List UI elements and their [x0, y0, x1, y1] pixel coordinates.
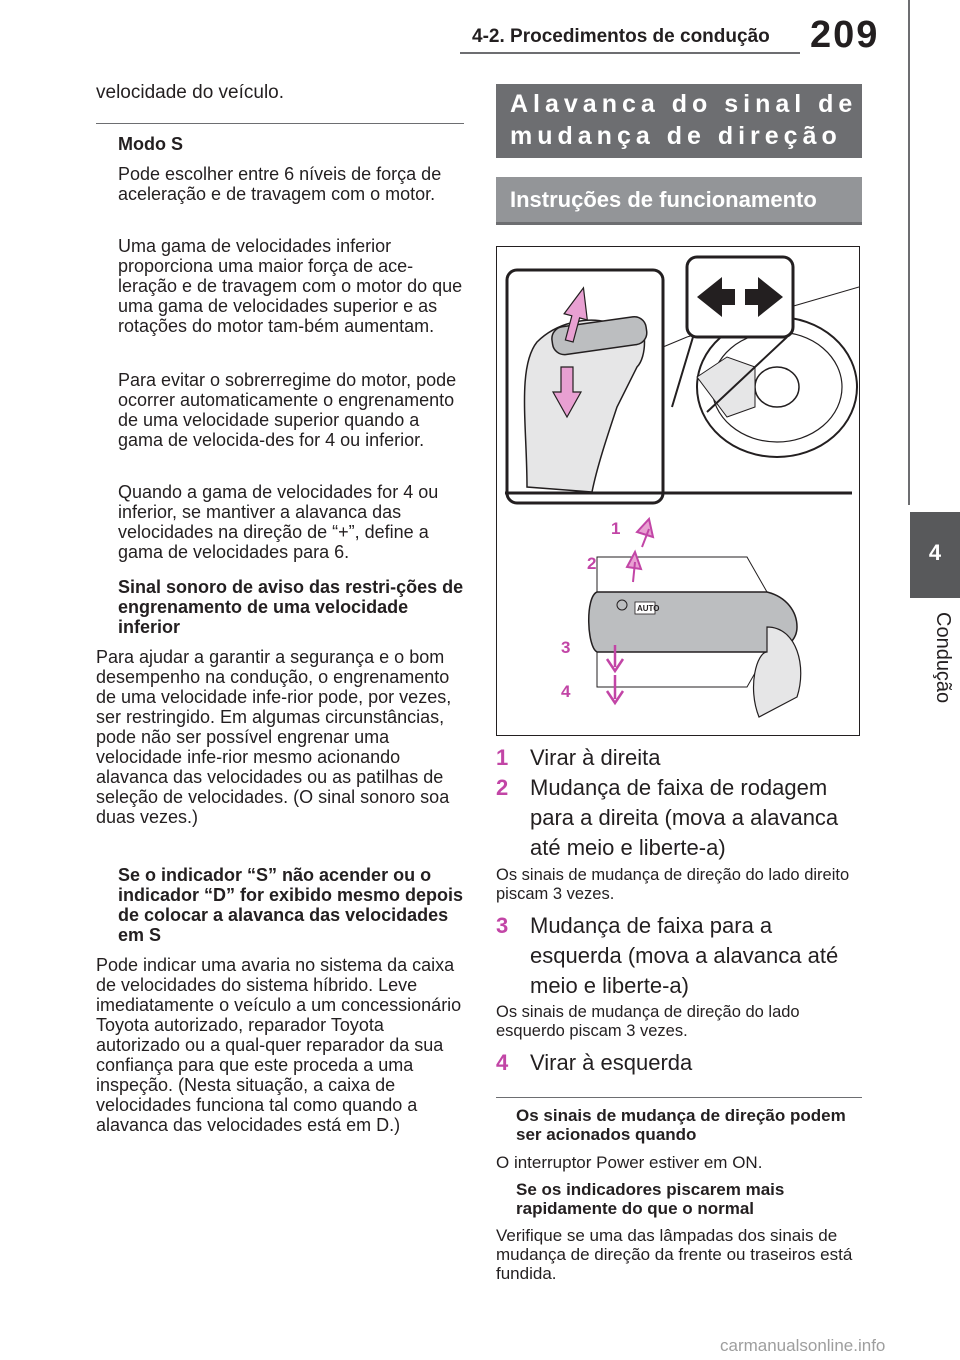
step-2-text: Mudança de faixa de rodagem para a direita (mova a alavanca até meio e liberte-a) — [530, 775, 839, 860]
step-2 — [496, 773, 856, 863]
auto-label: AUTO — [637, 604, 660, 613]
intro-text: velocidade do veículo. — [96, 82, 285, 103]
figure-label-2: 2 — [587, 554, 597, 573]
note-step-3: Os sinais de mudança de direção do lado esquerdo piscam 3 vezes. — [496, 1003, 800, 1040]
turn-signal-figure — [496, 246, 860, 736]
section-heading — [496, 84, 862, 158]
chapter-number: 4 — [928, 540, 942, 565]
chapter-label: Condução — [932, 612, 954, 704]
subheading — [496, 177, 862, 225]
piscarem-body: Verifique se uma das lâmpadas dos sinais de mudança de direção da frente ou traseiros está fundida. — [496, 1226, 853, 1283]
step-4-arrow-icon — [607, 675, 623, 703]
step-1-number: 1 — [496, 745, 509, 770]
steering-hub — [755, 367, 799, 407]
piscarem-title: Se os indicadores piscarem mais rapidamente do que o normal — [516, 1180, 785, 1218]
step-4 — [496, 1048, 860, 1078]
instrument-cluster — [697, 357, 755, 417]
modo-s-p1: Pode escolher entre 6 níveis de força de aceleração e de travagem com o motor. — [118, 164, 442, 204]
watermark: carmanualsonline.info — [720, 1336, 886, 1355]
modo-s-p3: Para evitar o sobrerregime do motor, pode ocorrer automaticamente o engrenamento de uma velocidade superior quando a gama de velocida-des for 4 ou inferior. — [118, 370, 457, 450]
step-1 — [496, 743, 860, 773]
step-1-arrow-icon — [637, 519, 653, 547]
page-number: 209 — [810, 14, 880, 56]
lever-closeup — [589, 592, 797, 652]
sinal-body: Para ajudar a garantir a segurança e o bom desempenho na condução, o engrenamento de uma velocidade infe-rior pode, por vezes, ser restringido. Em algumas circunstâncias, pode não ser possível engrenar uma velocidade infe-rior mesmo acionando alavanca das velocidades ou as patilhas de seleção de velocidades. (O sinal sonoro soa duas vezes.) — [96, 647, 452, 827]
modo-s-p2: Uma gama de velocidades inferior proporciona uma maior força de ace-leração e de travagem com o motor do que uma gama de velocidades superior e as rotações do motor tam-bém aumentam. — [118, 236, 463, 336]
subheading-text: Instruções de funcionamento — [510, 187, 817, 212]
acionados-title: Os sinais de mudança de direção podem ser acionados quando — [516, 1106, 846, 1144]
section-title: 4-2. Procedimentos de condução — [472, 26, 770, 47]
right-rule — [496, 1097, 862, 1098]
section-heading-line2: mudança de direção — [510, 122, 842, 150]
section-heading-line1: Alavanca do sinal de — [510, 90, 858, 118]
step-3-text: Mudança de faixa para a esquerda (mova a alavanca até meio e liberte-a) — [530, 913, 839, 998]
lever-ghost-down — [597, 652, 767, 687]
turn-signal-illustration — [497, 247, 859, 735]
step-2-number: 2 — [496, 775, 509, 800]
modo-s-title: Modo S — [118, 134, 183, 154]
sinal-title: Sinal sonoro de aviso das restri-ções de engrenamento de uma velocidade inferior — [118, 577, 464, 637]
figure-label-3: 3 — [561, 638, 571, 657]
note-step-2: Os sinais de mudança de direção do lado direito piscam 3 vezes. — [496, 866, 850, 903]
step-4-text: Virar à esquerda — [530, 1050, 693, 1075]
indicador-title: Se o indicador “S” não acender ou o indicador “D” for exibido mesmo depois de colocar a alavanca das velocidades em S — [118, 865, 464, 945]
acionados-body: O interruptor Power estiver em ON. — [496, 1153, 763, 1172]
figure-label-4: 4 — [561, 682, 571, 701]
header-rule — [460, 52, 800, 54]
step-1-text: Virar à direita — [530, 745, 661, 770]
left-rule — [96, 123, 464, 124]
modo-s-p4: Quando a gama de velocidades for 4 ou inferior, se mantiver a alavanca das velocidades na direção de “+”, define a gama de velocidades para 6. — [118, 482, 439, 562]
step-3-number: 3 — [496, 913, 509, 938]
figure-label-1: 1 — [611, 519, 621, 538]
lever-ghost-up — [597, 557, 767, 592]
side-rule — [908, 0, 910, 505]
indicador-body: Pode indicar uma avaria no sistema da caixa de velocidades do sistema híbrido. Leve imediatamente o veículo a um concessionário Toyota autorizado, reparador Toyota autorizado ou a qual-quer reparador da sua confiança para que este proceda a uma inspeção. (Nesta situação, a caixa de velocidades funciona tal como quando a alavanca das velocidades está em D.) — [96, 955, 462, 1135]
step-3 — [496, 911, 856, 1001]
page-header — [0, 0, 960, 70]
step-4-number: 4 — [496, 1050, 509, 1075]
